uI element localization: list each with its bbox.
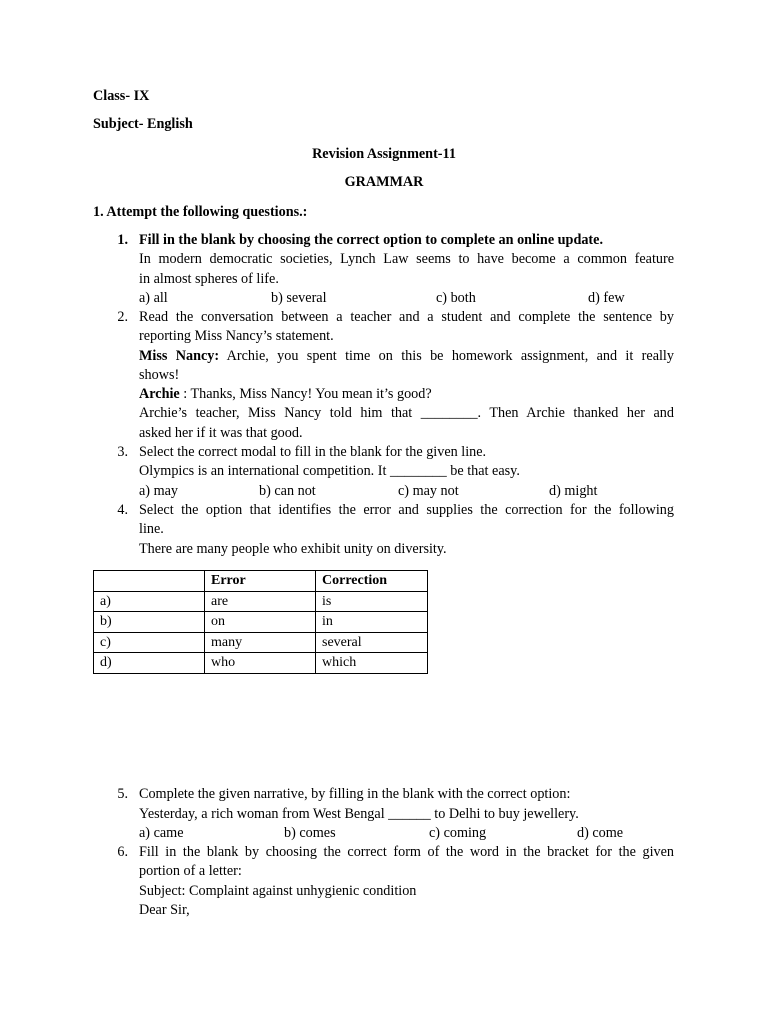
option-c: c) may not bbox=[398, 483, 459, 499]
subject-label: Subject- English bbox=[93, 116, 193, 132]
table-header-cell: Correction bbox=[316, 571, 428, 592]
class-label: Class- IX bbox=[93, 88, 150, 104]
instruction: 1. Attempt the following questions.: bbox=[93, 204, 308, 220]
question-text: Yesterday, a rich woman from West Bengal ______ to Delhi to buy jewellery. bbox=[139, 806, 579, 822]
question-prompt: Fill in the blank by choosing the correct option to complete an online update. bbox=[139, 232, 604, 248]
table-row bbox=[94, 653, 428, 674]
dialogue-text: : Thanks, Miss Nancy! You mean it’s good? bbox=[179, 386, 432, 402]
table-cell: which bbox=[316, 653, 428, 674]
dialogue-text: Archie, you spent time on this be homework assignment, and it really bbox=[219, 348, 674, 364]
table-cell: d) bbox=[94, 653, 205, 674]
question-text: reporting Miss Nancy’s statement. bbox=[139, 328, 334, 344]
dialogue-archie bbox=[139, 385, 432, 405]
question-number: 4. bbox=[117, 502, 128, 518]
question-text: in almost spheres of life. bbox=[139, 271, 279, 287]
speaker-name: Archie bbox=[139, 386, 180, 402]
question-prompt: Select the correct modal to fill in the blank for the given line. bbox=[139, 444, 487, 460]
option-a: a) all bbox=[139, 290, 168, 306]
question-text: Archie’s teacher, Miss Nancy told him that ________. Then Archie thanked her and bbox=[139, 405, 674, 421]
table-cell: on bbox=[205, 612, 316, 633]
question-number: 3. bbox=[117, 444, 128, 460]
table-header-cell bbox=[94, 571, 205, 592]
question-prompt: Select the option that identifies the error and supplies the correction for the following bbox=[139, 502, 674, 518]
table-cell: is bbox=[316, 591, 428, 612]
question-prompt: Complete the given narrative, by filling in the blank with the correct option: bbox=[139, 786, 571, 802]
option-a: a) came bbox=[139, 825, 184, 841]
option-c: c) both bbox=[436, 290, 476, 306]
table-cell: c) bbox=[94, 632, 205, 653]
question-number: 5. bbox=[117, 786, 128, 802]
table-cell: many bbox=[205, 632, 316, 653]
dialogue-nancy bbox=[139, 347, 674, 367]
letter-subject: Subject: Complaint against unhygienic condition bbox=[139, 883, 417, 899]
question-number: 1. bbox=[117, 232, 128, 248]
question-text: There are many people who exhibit unity on diversity. bbox=[139, 541, 447, 557]
option-b: b) can not bbox=[259, 483, 316, 499]
table-row bbox=[94, 612, 428, 633]
dialogue-text: shows! bbox=[139, 367, 180, 383]
question-prompt: line. bbox=[139, 521, 164, 537]
question-prompt: portion of a letter: bbox=[139, 863, 242, 879]
letter-salutation: Dear Sir, bbox=[139, 902, 190, 918]
option-d: d) few bbox=[588, 290, 625, 306]
option-d: d) might bbox=[549, 483, 598, 499]
table-cell: several bbox=[316, 632, 428, 653]
option-a: a) may bbox=[139, 483, 178, 499]
question-text: In modern democratic societies, Lynch Law seems to have become a common feature bbox=[139, 251, 674, 267]
option-d: d) come bbox=[577, 825, 624, 841]
section-title: GRAMMAR bbox=[344, 174, 424, 190]
question-number: 6. bbox=[117, 844, 128, 860]
question-prompt: Fill in the blank by choosing the correct form of the word in the bracket for the given bbox=[139, 844, 674, 860]
question-text: asked her if it was that good. bbox=[139, 425, 303, 441]
question-text: Olympics is an international competition. It ________ be that easy. bbox=[139, 463, 520, 479]
question-text: Read the conversation between a teacher and a student and complete the sentence by bbox=[139, 309, 674, 325]
table-cell: are bbox=[205, 591, 316, 612]
table-cell: b) bbox=[94, 612, 205, 633]
option-b: b) comes bbox=[284, 825, 336, 841]
table-cell: who bbox=[205, 653, 316, 674]
option-c: c) coming bbox=[429, 825, 487, 841]
table-row bbox=[94, 632, 428, 653]
speaker-name: Miss Nancy: bbox=[139, 348, 220, 364]
table-cell: a) bbox=[94, 591, 205, 612]
error-correction-table bbox=[93, 570, 428, 674]
assignment-title: Revision Assignment-11 bbox=[312, 146, 456, 162]
table-row bbox=[94, 591, 428, 612]
option-b: b) several bbox=[271, 290, 327, 306]
question-number: 2. bbox=[117, 309, 128, 325]
table-cell: in bbox=[316, 612, 428, 633]
table-header-cell: Error bbox=[205, 571, 316, 592]
table-header-row bbox=[94, 571, 428, 592]
